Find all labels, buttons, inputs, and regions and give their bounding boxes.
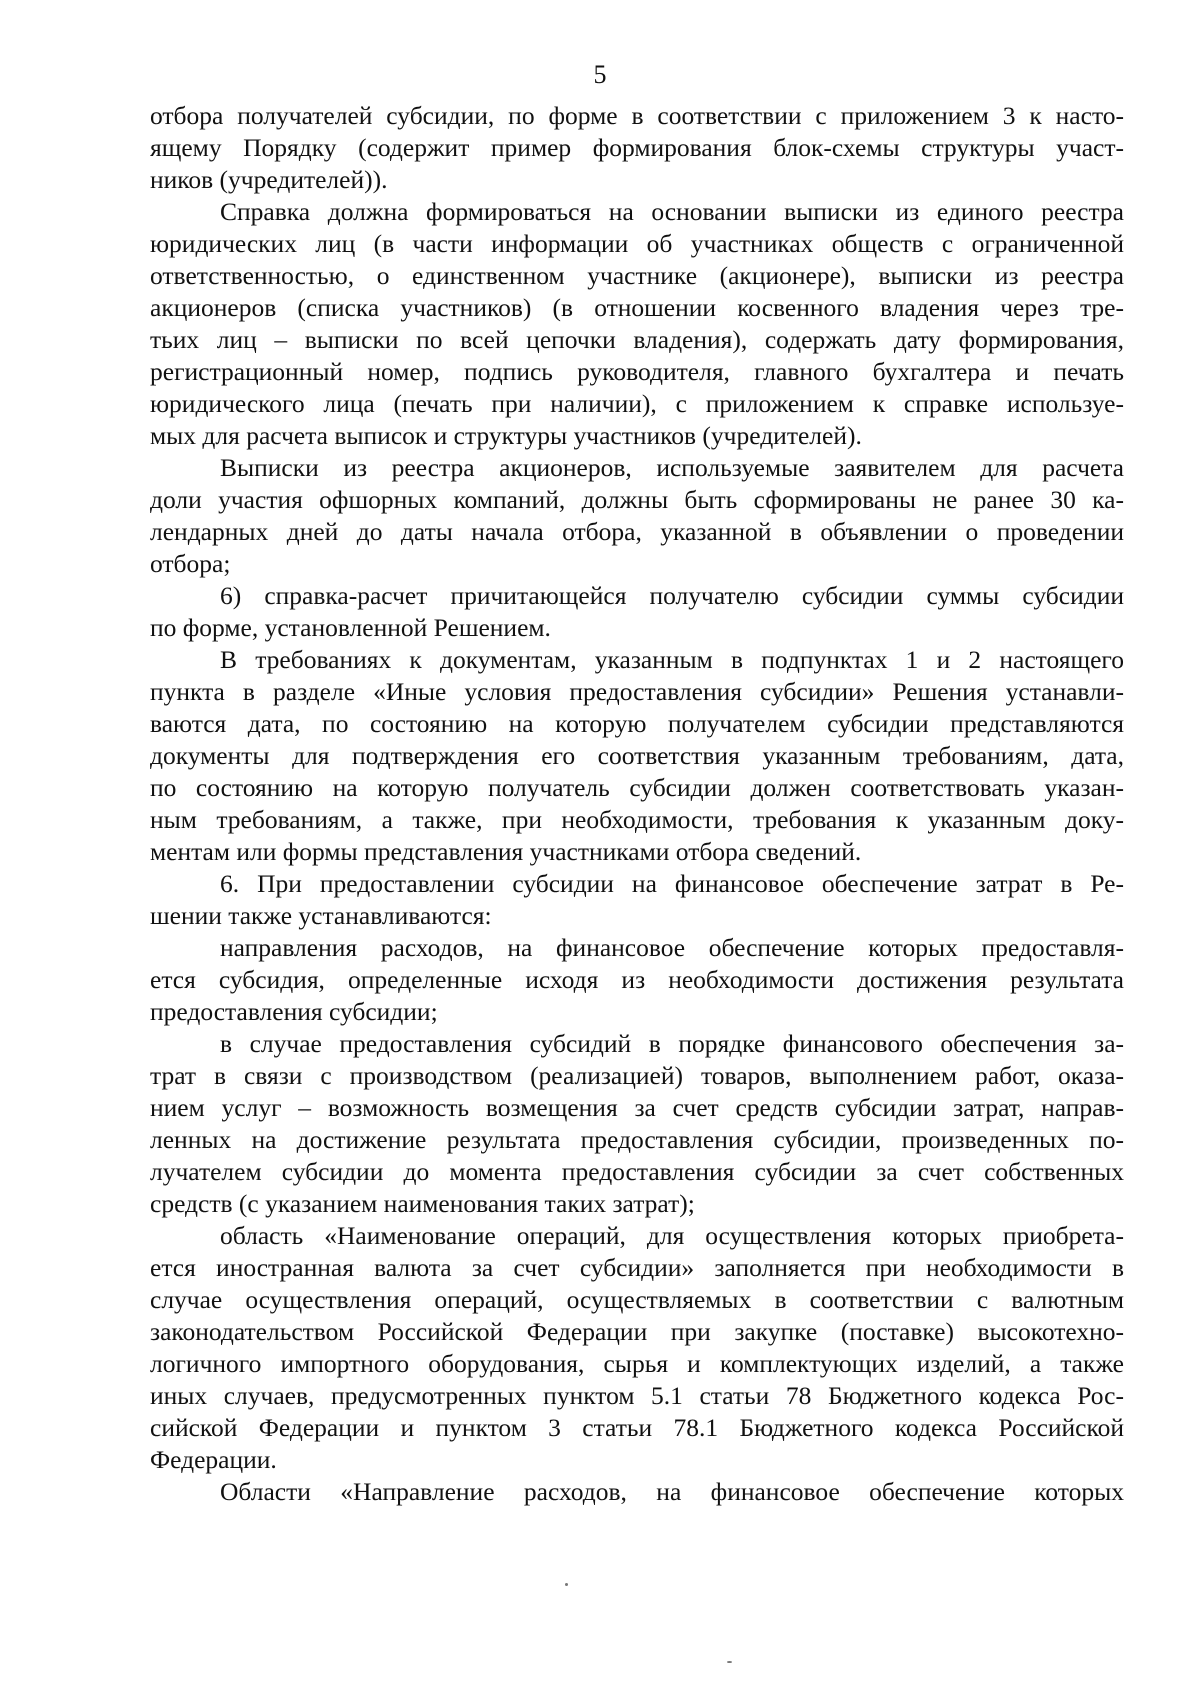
- text-line: отбора;: [150, 549, 231, 578]
- text-line: средств (с указанием наименования таких затрат);: [150, 1189, 695, 1218]
- text-line: юридического лица (печать при наличии), с приложением к справке используе-: [150, 389, 1124, 418]
- text-line: в случае предоставления субсидий в порядке финансового обеспечения за-: [220, 1029, 1124, 1058]
- text-line: по форме, установленной Решением.: [150, 613, 551, 642]
- text-line: доли участия офшорных компаний, должны быть сформированы не ранее 30 ка-: [150, 485, 1124, 514]
- page-number: 5: [593, 60, 607, 89]
- text-line: иных случаев, предусмотренных пунктом 5.1 статьи 78 Бюджетного кодекса Рос-: [150, 1381, 1124, 1410]
- text-line: ется субсидия, определенные исходя из необходимости достижения результата: [150, 965, 1124, 994]
- scan-speck: [565, 1583, 568, 1586]
- text-line: акционеров (списка участников) (в отношении косвенного владения через тре-: [150, 293, 1124, 322]
- text-line: ленных на достижение результата предоставления субсидии, произведенных по-: [150, 1125, 1124, 1154]
- text-line: законодательством Российской Федерации при закупке (поставке) высокотехно-: [150, 1317, 1124, 1346]
- scan-speck: [727, 1661, 732, 1663]
- text-line: ментам или формы представления участниками отбора сведений.: [150, 837, 862, 866]
- text-line: случае осуществления операций, осуществляемых в соответствии с валютным: [150, 1285, 1124, 1314]
- text-line: Федерации.: [150, 1445, 277, 1474]
- text-line: ным требованиям, а также, при необходимости, требования к указанным доку-: [150, 805, 1124, 834]
- text-line: В требованиях к документам, указанным в подпунктах 1 и 2 настоящего: [220, 645, 1124, 674]
- text-line: ответственностью, о единственном участнике (акционере), выписки из реестра: [150, 261, 1124, 290]
- text-line: тьих лиц – выписки по всей цепочки владения), содержать дату формирования,: [150, 325, 1124, 354]
- text-line: мых для расчета выписок и структуры участников (учредителей).: [150, 421, 862, 450]
- text-line: направления расходов, на финансовое обеспечение которых предоставля-: [220, 933, 1124, 962]
- text-line: сийской Федерации и пунктом 3 статьи 78.1 Бюджетного кодекса Российской: [150, 1413, 1124, 1442]
- text-line: пункта в разделе «Иные условия предоставления субсидии» Решения устанавли-: [150, 677, 1124, 706]
- text-line: ящему Порядку (содержит пример формирования блок-схемы структуры участ-: [150, 133, 1124, 162]
- text-line: 6) справка-расчет причитающейся получателю субсидии суммы субсидии: [220, 581, 1124, 610]
- text-line: Справка должна формироваться на основании выписки из единого реестра: [220, 197, 1124, 226]
- text-line: область «Наименование операций, для осуществления которых приобрета-: [220, 1221, 1124, 1250]
- text-line: юридических лиц (в части информации об участниках обществ с ограниченной: [150, 229, 1124, 258]
- text-line: документы для подтверждения его соответствия указанным требованиям, дата,: [150, 741, 1124, 770]
- text-line: ваются дата, по состоянию на которую получателем субсидии представляются: [150, 709, 1124, 738]
- text-line: 6. При предоставлении субсидии на финансовое обеспечение затрат в Ре-: [220, 869, 1124, 898]
- text-line: трат в связи с производством (реализацией) товаров, выполнением работ, оказа-: [150, 1061, 1124, 1090]
- text-line: регистрационный номер, подпись руководителя, главного бухгалтера и печать: [150, 357, 1124, 386]
- text-line: лучателем субсидии до момента предоставления субсидии за счет собственных: [150, 1157, 1124, 1186]
- text-line: ется иностранная валюта за счет субсидии» заполняется при необходимости в: [150, 1253, 1124, 1282]
- text-line: шении также устанавливаются:: [150, 901, 492, 930]
- text-line: отбора получателей субсидии, по форме в соответствии с приложением 3 к насто-: [150, 101, 1124, 130]
- text-line: логичного импортного оборудования, сырья и комплектующих изделий, а также: [150, 1349, 1124, 1378]
- text-line: предоставления субсидии;: [150, 997, 438, 1026]
- text-line: Области «Направление расходов, на финансовое обеспечение которых: [220, 1477, 1124, 1506]
- text-line: Выписки из реестра акционеров, используемые заявителем для расчета: [220, 453, 1124, 482]
- text-line: лендарных дней до даты начала отбора, указанной в объявлении о проведении: [150, 517, 1124, 546]
- text-line: по состоянию на которую получатель субсидии должен соответствовать указан-: [150, 773, 1124, 802]
- text-line: нием услуг – возможность возмещения за счет средств субсидии затрат, направ-: [150, 1093, 1124, 1122]
- text-line: ников (учредителей)).: [150, 165, 388, 194]
